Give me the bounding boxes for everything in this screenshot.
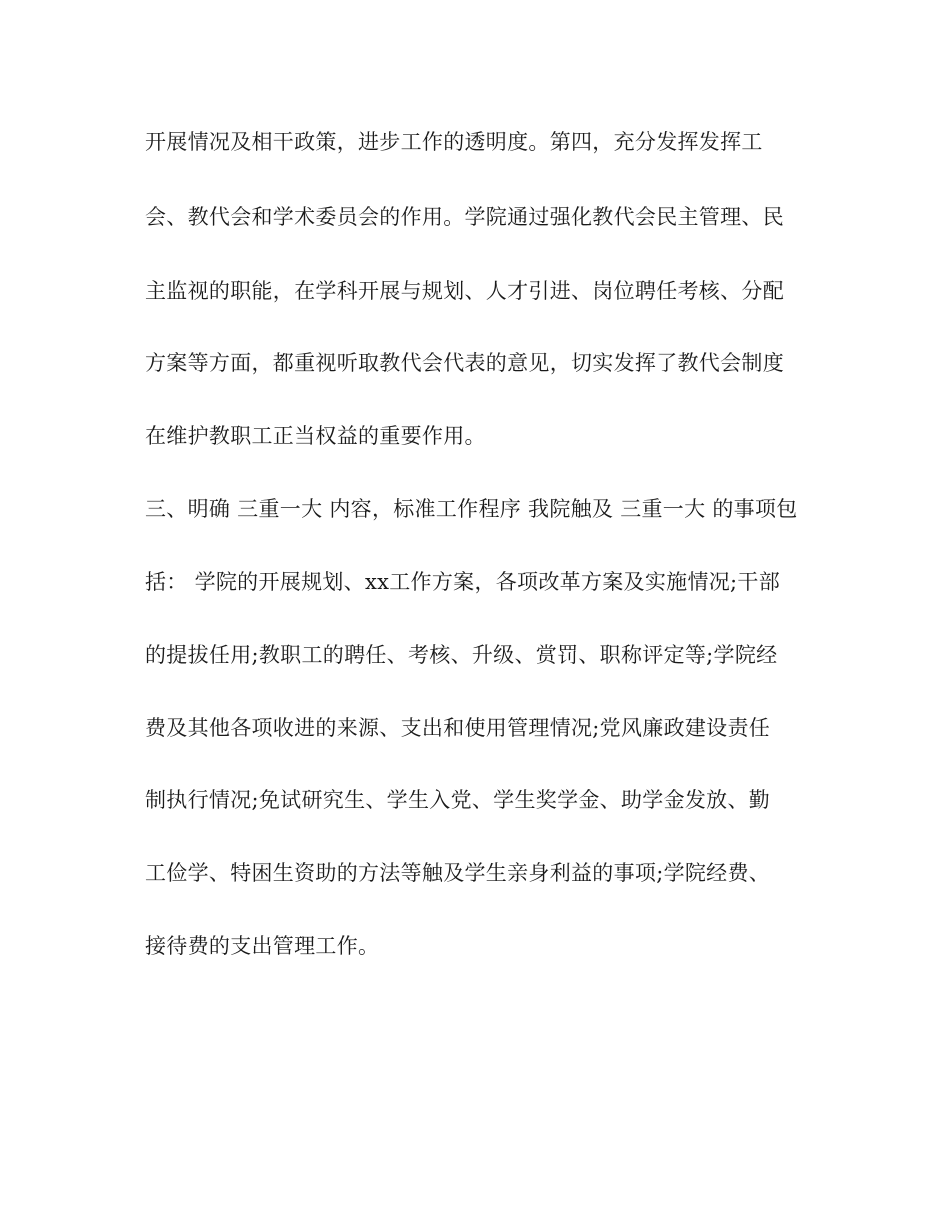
text-line: 接待费的支出管理工作。 bbox=[145, 934, 380, 958]
text-line: 方案等方面，都重视听取教代会代表的意见，切实发挥了教代会制度 bbox=[145, 351, 784, 375]
text-line: 括： 学院的开展规划、xx工作方案，各项改革方案及实施情况;干部 bbox=[145, 570, 781, 594]
text-line: 开展情况及相干政策，进步工作的透明度。第四，充分发挥发挥工 bbox=[145, 130, 763, 154]
text-line: 费及其他各项收进的来源、支出和使用管理情况;党风廉政建设责任 bbox=[145, 716, 771, 740]
text-line: 三、明确 三重一大 内容，标准工作程序 我院触及 三重一大 的事项包 bbox=[145, 497, 798, 521]
text-line: 制执行情况;免试研究生、学生入党、学生奖学金、助学金发放、勤 bbox=[145, 788, 771, 812]
text-line: 会、教代会和学术委员会的作用。学院通过强化教代会民主管理、民 bbox=[145, 205, 784, 229]
text-line: 在维护教职工正当权益的重要作用。 bbox=[145, 424, 486, 448]
text-line: 工俭学、特困生资助的方法等触及学生亲身利益的事项;学院经费、 bbox=[145, 861, 771, 885]
text-line: 的提拔任用;教职工的聘任、考核、升级、赏罚、职称评定等;学院经 bbox=[145, 643, 778, 667]
text-line: 主监视的职能，在学科开展与规划、人才引进、岗位聘任考核、分配 bbox=[145, 279, 784, 303]
